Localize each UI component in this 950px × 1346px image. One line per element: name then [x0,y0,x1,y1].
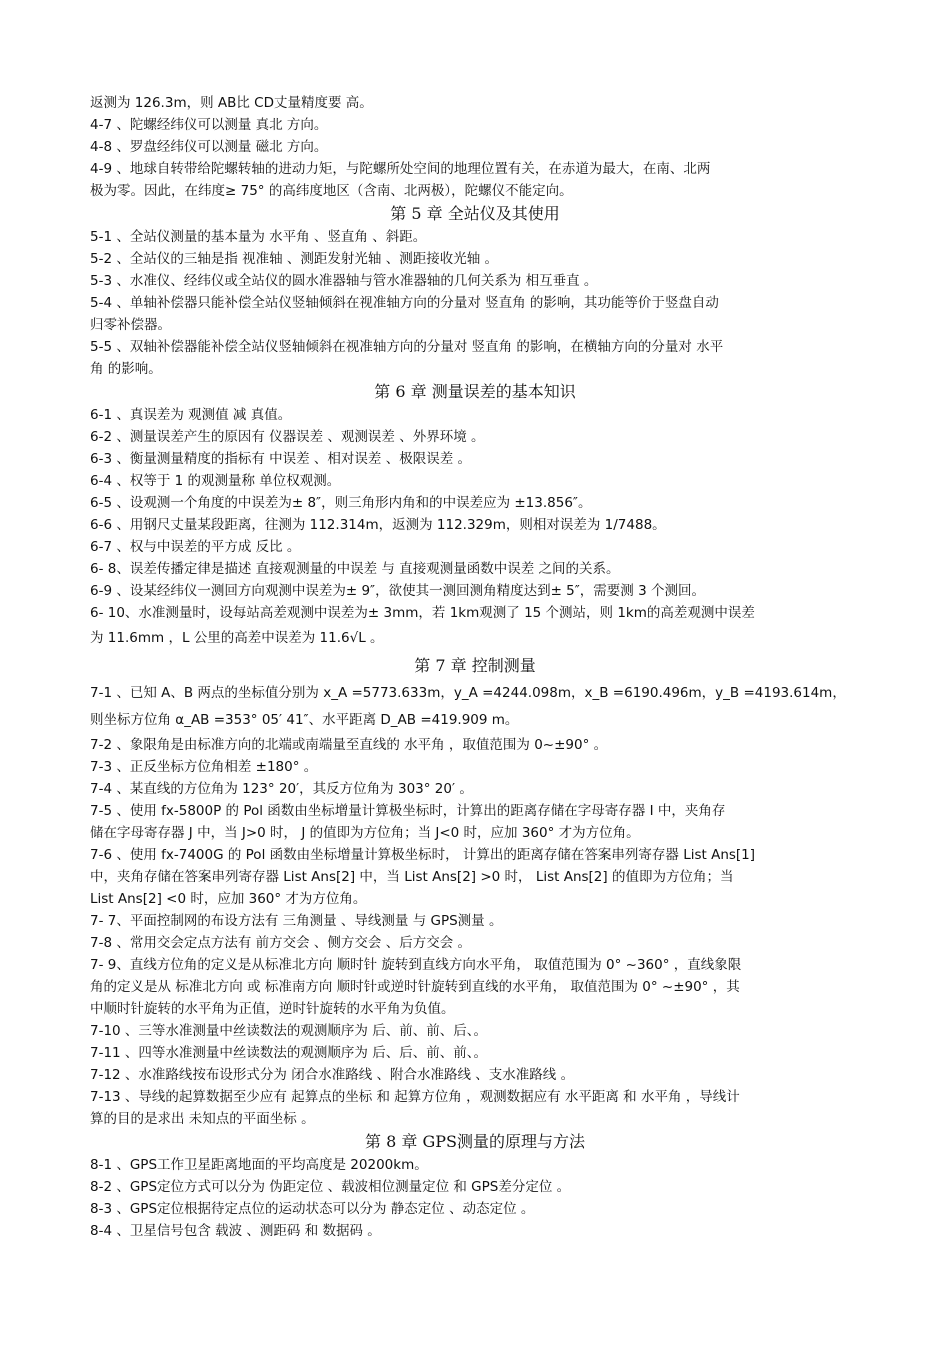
text-line: 7-1 、已知 A、B 两点的坐标值分别为 x_A =5773.633m，y_A =4244.098m，x_B =6190.496m，y_B =4193.614m， [90,685,846,701]
text-line: 8-2 、GPS定位方式可以分为 伪距定位 、载波相位测量定位 和 GPS差分定位 。 [90,1179,571,1195]
text-line: 极为零。因此，在纬度≥ 75° 的高纬度地区（含南、北两极），陀螺仪不能定向。 [90,183,573,199]
text-line: 5-2 、全站仪的三轴是指 视准轴 、测距发射光轴 、测距接收光轴 。 [90,251,499,267]
text-line: 4-9 、地球自转带给陀螺转轴的进动力矩，与陀螺所处空间的地理位置有关，在赤道为最大，在南、北两 [90,161,711,177]
text-line: 5-3 、水准仪、经纬仪或全站仪的圆水准器轴与管水准器轴的几何关系为 相互垂直 。 [90,273,598,289]
text-line: 算的目的是求出 未知点的平面坐标 。 [90,1111,315,1127]
text-line: 7-11 、四等水准测量中丝读数法的观测顺序为 后、后、前、前、。 [90,1045,487,1061]
text-line: 7- 9、直线方位角的定义是从标准北方向 顺时针 旋转到直线方向水平角， 取值范围为 0° ~360° ，直线象限 [90,957,742,973]
text-line: 8-3 、GPS定位根据待定点位的运动状态可以分为 静态定位 、动态定位 。 [90,1201,535,1217]
text-line: 5-1 、全站仪测量的基本量为 水平角 、竖直角 、斜距。 [90,229,427,245]
text-line: 7-5 、使用 fx-5800P 的 Pol 函数由坐标增量计算极坐标时，计算出的距离存储在字母寄存器 I 中，夹角存 [90,803,726,819]
text-line: 中，夹角存储在答案串列寄存器 List Ans[2] 中，当 List Ans[2] >0 时， List Ans[2] 的值即为方位角；当 [90,869,734,885]
text-line: 4-8 、罗盘经纬仪可以测量 磁北 方向。 [90,139,328,155]
text-line: 6- 10、水准测量时，设每站高差观测中误差为± 3mm，若 1km观测了 15 个测站，则 1km的高差观测中误差 [90,605,755,621]
text-line: 6-2 、测量误差产生的原因有 仪器误差 、观测误差 、外界环境 。 [90,429,485,445]
text-line: 6-1 、真误差为 观测值 减 真值。 [90,407,292,423]
text-line: 6-9 、设某经纬仪一测回方向观测中误差为± 9″，欲使其一测回测角精度达到± 5″，需要测 3 个测回。 [90,583,705,599]
text-line: 8-1 、GPS工作卫星距离地面的平均高度是 20200km。 [90,1157,428,1173]
text-line: 7-13 、导线的起算数据至少应有 起算点的坐标 和 起算方位角 ，观测数据应有 水平距离 和 水平角 ，导线计 [90,1089,740,1105]
text-line: 6- 8、误差传播定律是描述 直接观测量的中误差 与 直接观测量函数中误差 之间的关系。 [90,561,620,577]
text-line: 角 的影响。 [90,361,162,377]
chapter-heading: 第 8 章 GPS测量的原理与方法 [365,1132,585,1151]
text-line: 8-4 、卫星信号包含 载波 、测距码 和 数据码 。 [90,1223,381,1239]
text-line: List Ans[2] <0 时，应加 360° 才为方位角。 [90,891,367,907]
text-line: 7-6 、使用 fx-7400G 的 Pol 函数由坐标增量计算极坐标时， 计算出的距离存储在答案串列寄存器 List Ans[1] [90,847,756,863]
chapter-heading: 第 7 章 控制测量 [414,656,536,675]
text-line: 中顺时针旋转的水平角为正值，逆时针旋转的水平角为负值。 [90,1001,455,1017]
text-line: 7-8 、常用交会定点方法有 前方交会 、侧方交会 、后方交会 。 [90,935,472,951]
text-line: 6-7 、权与中误差的平方成 反比 。 [90,539,301,555]
text-line: 5-5 、双轴补偿器能补偿全站仪竖轴倾斜在视准轴方向的分量对 竖直角 的影响，在横轴方向的分量对 水平 [90,339,724,355]
text-line: 7-12 、水准路线按布设形式分为 闭合水准路线 、附合水准路线 、支水准路线 。 [90,1067,575,1083]
text-line: 6-5 、设观测一个角度的中误差为± 8″，则三角形内角和的中误差应为 ±13.856″。 [90,495,592,511]
text-line: 角的定义是从 标准北方向 或 标准南方向 顺时针或逆时针旋转到直线的水平角， 取值范围为 0° ~±90° ，其 [90,979,740,995]
text-line: 7-2 、象限角是由标准方向的北端或南端量至直线的 水平角 ，取值范围为 0~±90° 。 [90,737,608,753]
text-line: 7-3 、正反坐标方位角相差 ±180° 。 [90,759,318,775]
text-line: 归零补偿器。 [90,317,171,333]
text-line: 6-4 、权等于 1 的观测量称 单位权观测。 [90,473,341,489]
text-line: 5-4 、单轴补偿器只能补偿全站仪竖轴倾斜在视准轴方向的分量对 竖直角 的影响，其功能等价于竖盘自动 [90,295,719,311]
text-line: 则坐标方位角 α_AB =353° 05′ 41″、水平距离 D_AB =419.909 m。 [90,712,519,728]
text-line: 返测为 126.3m，则 AB比 CD丈量精度要 高。 [90,95,373,111]
text-line: 6-6 、用钢尺丈量某段距离，往测为 112.314m，返测为 112.329m，则相对误差为 1/7488。 [90,517,666,533]
text-line: 7- 7、平面控制网的布设方法有 三角测量 、导线测量 与 GPS测量 。 [90,913,503,929]
text-line: 7-4 、某直线的方位角为 123° 20′，其反方位角为 303° 20′ 。 [90,781,473,797]
text-line: 为 11.6mm ，L 公里的高差中误差为 11.6√L 。 [90,630,384,646]
text-line: 6-3 、衡量测量精度的指标有 中误差 、相对误差 、极限误差 。 [90,451,472,467]
text-line: 储在字母寄存器 J 中，当 J>0 时， J 的值即为方位角；当 J<0 时，应加 360° 才为方位角。 [90,825,640,841]
text-line: 4-7 、陀螺经纬仪可以测量 真北 方向。 [90,117,328,133]
chapter-heading: 第 6 章 测量误差的基本知识 [374,382,576,401]
text-line: 7-10 、三等水准测量中丝读数法的观测顺序为 后、前、前、后、。 [90,1023,487,1039]
chapter-heading: 第 5 章 全站仪及其使用 [390,204,560,223]
